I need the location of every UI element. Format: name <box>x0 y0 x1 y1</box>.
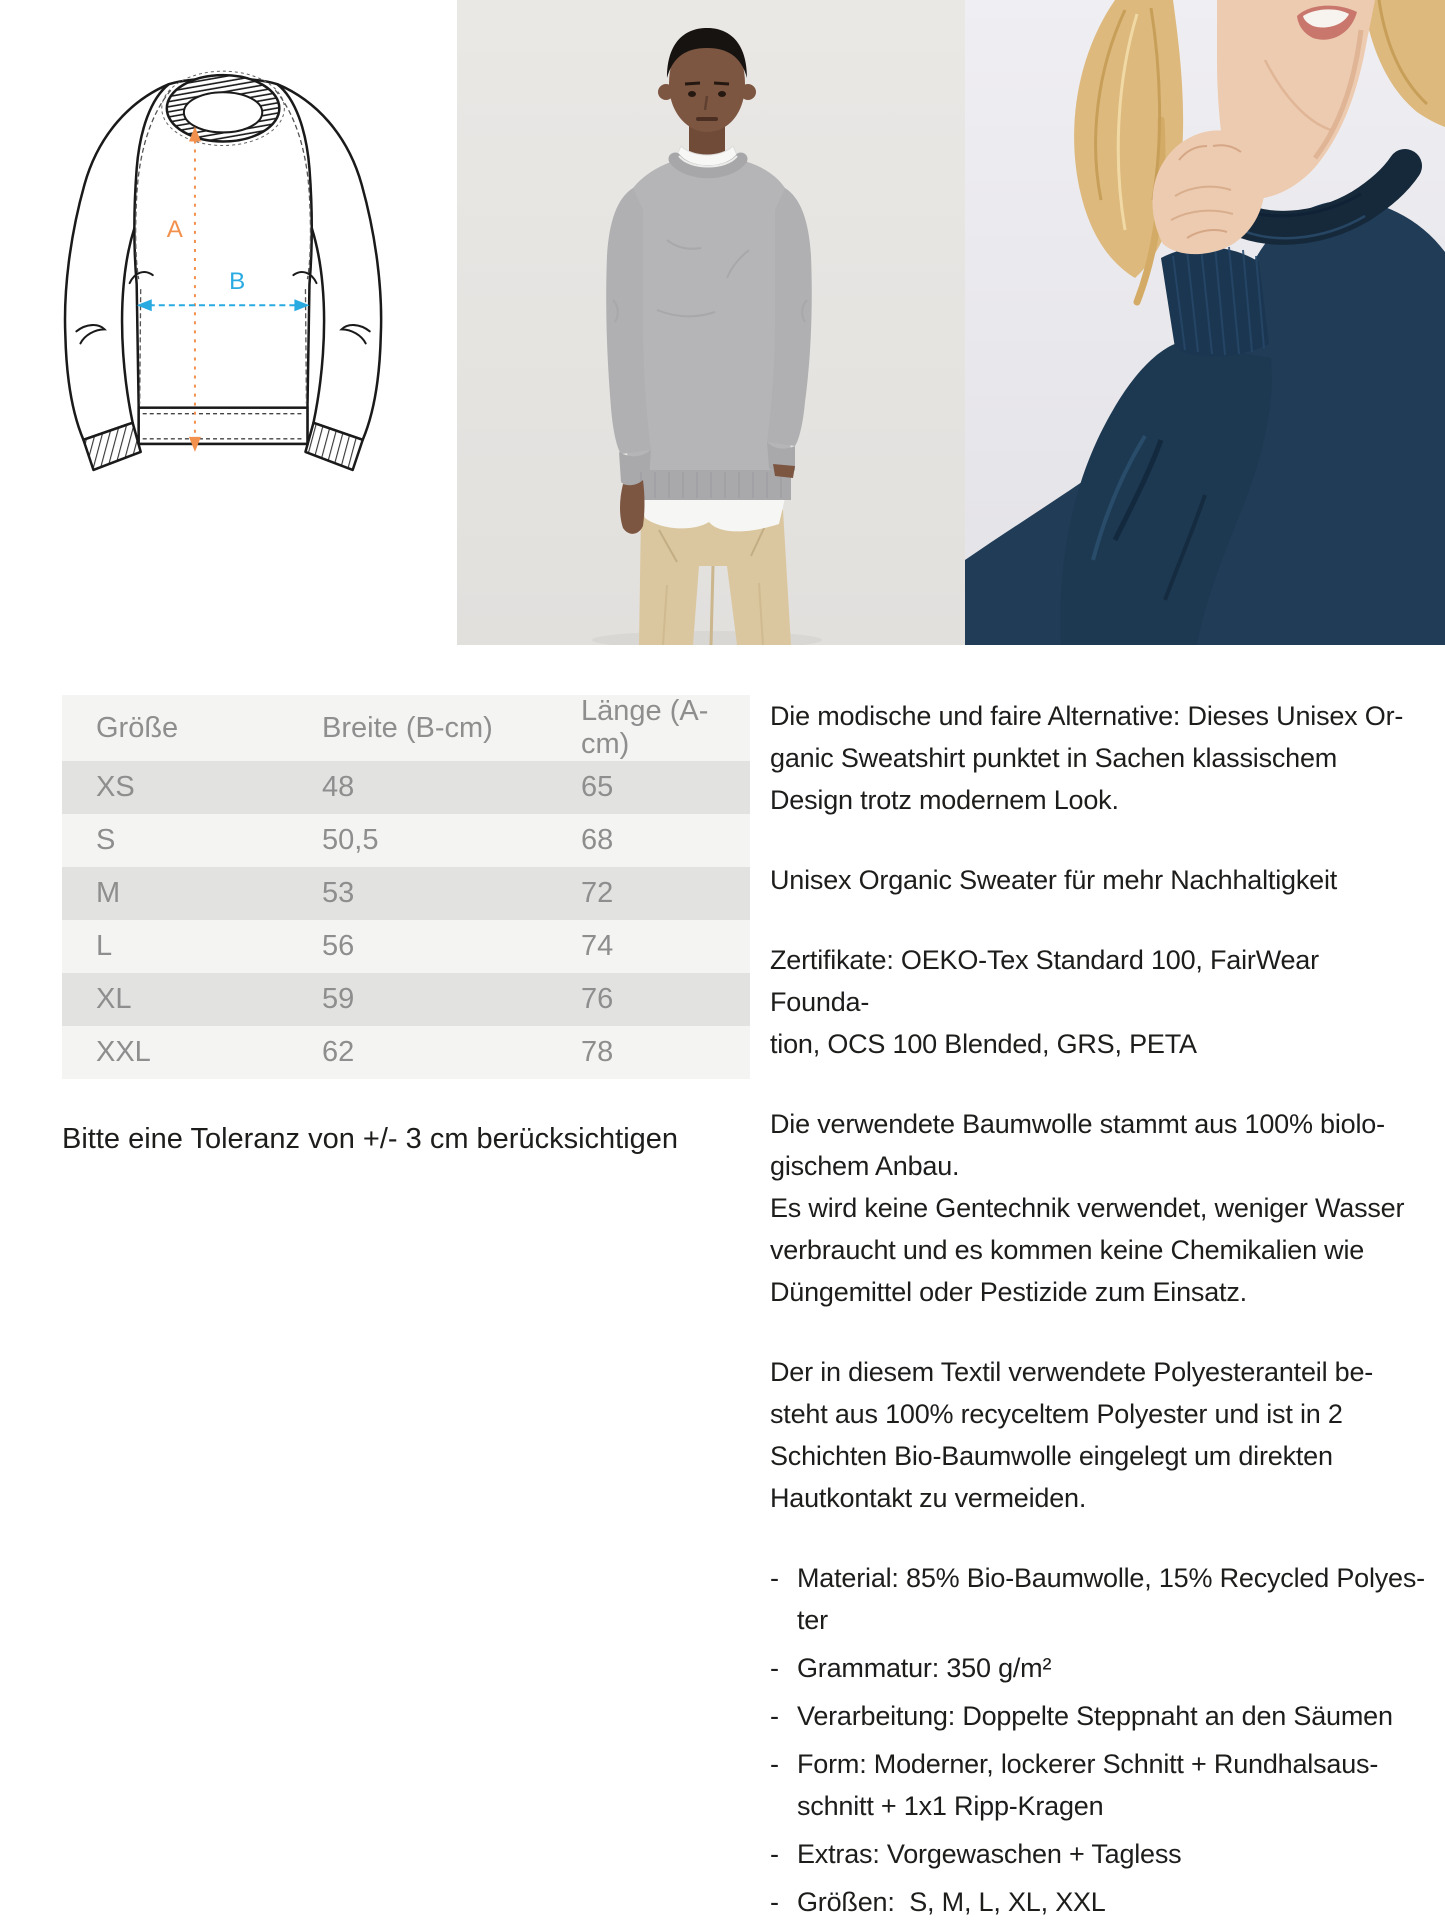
bullet-text <box>797 1833 1425 1875</box>
bullet-marker: - <box>770 1563 779 1593</box>
bullet-marker: - <box>770 1887 779 1917</box>
size-diagram-panel <box>0 0 457 645</box>
measure-label-b: B <box>229 268 246 296</box>
description-paragraph <box>770 695 1425 821</box>
description-line: ter <box>797 1605 828 1635</box>
table-cell: 53 <box>322 867 581 920</box>
description-paragraph <box>770 1351 1425 1519</box>
description-line: Die modische und faire Alternative: Dieses Unisex Or- <box>770 701 1404 731</box>
bullet-text <box>797 1647 1425 1689</box>
table-cell: 50,5 <box>322 814 581 867</box>
sweatshirt-torso <box>627 160 791 470</box>
table-cell: XXL <box>62 1026 322 1079</box>
description-line: Unisex Organic Sweater für mehr Nachhaltigkeit <box>770 865 1338 895</box>
left-hand <box>620 480 645 534</box>
description-line: Grammatur: 350 g/m² <box>797 1653 1052 1683</box>
description-line: Hautkontakt zu vermeiden. <box>770 1483 1087 1513</box>
bullet-item <box>770 1833 1425 1875</box>
description-paragraph <box>770 1103 1425 1313</box>
table-cell: 68 <box>581 814 750 867</box>
description-line: steht aus 100% recyceltem Polyester und ist in 2 <box>770 1399 1343 1429</box>
table-cell: 62 <box>322 1026 581 1079</box>
table-row <box>62 814 750 867</box>
size-table <box>62 695 750 1079</box>
bullet-item <box>770 1647 1425 1689</box>
bullet-item <box>770 1695 1425 1737</box>
product-photo-female-model <box>965 0 1445 645</box>
description-paragraph <box>770 939 1425 1065</box>
bullet-text <box>797 1881 1425 1923</box>
bullet-text <box>797 1695 1425 1737</box>
table-cell: 74 <box>581 920 750 973</box>
column-header: Breite (B-cm) <box>322 695 581 761</box>
tolerance-note: Bitte eine Toleranz von +/- 3 cm berücksichtigen <box>62 1123 679 1155</box>
description-line: tion, OCS 100 Blended, GRS, PETA <box>770 1029 1197 1059</box>
table-cell: XL <box>62 973 322 1026</box>
sweatshirt-hem-band <box>627 470 791 500</box>
description-line: verbraucht und es kommen keine Chemikalien wie <box>770 1235 1365 1265</box>
table-cell: 78 <box>581 1026 750 1079</box>
description-bullet-list <box>770 1557 1425 1923</box>
table-cell: 72 <box>581 867 750 920</box>
description-line: Extras: Vorgewaschen + Tagless <box>797 1839 1182 1869</box>
description-paragraph <box>770 859 1425 901</box>
description-line: Es wird keine Gentechnik verwendet, weniger Wasser <box>770 1193 1405 1223</box>
measure-label-a: A <box>166 215 183 243</box>
table-cell: 59 <box>322 973 581 1026</box>
size-table-head <box>62 695 750 761</box>
bullet-text <box>797 1743 1425 1827</box>
table-row <box>62 920 750 973</box>
description-line: Größen: S, M, L, XL, XXL <box>797 1887 1106 1917</box>
male-model-illustration <box>457 0 965 645</box>
size-table-body <box>62 761 750 1079</box>
table-header-row <box>62 695 750 761</box>
table-cell: 76 <box>581 973 750 1026</box>
column-header: Größe <box>62 695 322 761</box>
description-line: Schichten Bio-Baumwolle eingelegt um direkten <box>770 1441 1333 1471</box>
description-line: gischem Anbau. <box>770 1151 960 1181</box>
bullet-item <box>770 1743 1425 1827</box>
bullet-marker: - <box>770 1701 779 1731</box>
table-row <box>62 761 750 814</box>
description-line: schnitt + 1x1 Ripp-Kragen <box>797 1791 1104 1821</box>
description-line: Material: 85% Bio-Baumwolle, 15% Recycled Polyes- <box>797 1563 1425 1593</box>
bullet-marker: - <box>770 1653 779 1683</box>
product-info-row <box>0 695 1445 1929</box>
table-row <box>62 1026 750 1079</box>
table-cell: L <box>62 920 322 973</box>
bullet-item <box>770 1881 1425 1923</box>
right-wrist <box>773 464 795 478</box>
sleeve-cuff <box>1161 246 1269 357</box>
column-header: Länge (A-cm) <box>581 695 750 761</box>
product-media-row <box>0 0 1445 645</box>
female-model-illustration <box>965 0 1445 645</box>
description-line: Düngemittel oder Pestizide zum Einsatz. <box>770 1277 1247 1307</box>
table-cell: M <box>62 867 322 920</box>
description-line: Verarbeitung: Doppelte Steppnaht an den Säumen <box>797 1701 1393 1731</box>
bullet-text <box>797 1557 1425 1641</box>
table-cell: 65 <box>581 761 750 814</box>
product-description <box>770 695 1425 1929</box>
description-line: ganic Sweatshirt punktet in Sachen klassischem <box>770 743 1338 773</box>
description-line: Design trotz modernem Look. <box>770 785 1119 815</box>
table-cell: 48 <box>322 761 581 814</box>
table-cell: 56 <box>322 920 581 973</box>
size-info-column <box>62 695 750 1929</box>
table-cell: XS <box>62 761 322 814</box>
sweatshirt-measurement-diagram <box>28 38 388 475</box>
description-line: Zertifikate: OEKO-Tex Standard 100, FairWear Founda- <box>770 945 1327 1017</box>
description-line: Der in diesem Textil verwendete Polyesteranteil be- <box>770 1357 1374 1387</box>
product-photo-male-model <box>457 0 965 645</box>
description-line: Form: Moderner, lockerer Schnitt + Rundhalsaus- <box>797 1749 1379 1779</box>
bullet-marker: - <box>770 1839 779 1869</box>
sweatshirt-hem <box>139 408 308 444</box>
table-row <box>62 867 750 920</box>
table-row <box>62 973 750 1026</box>
table-cell: S <box>62 814 322 867</box>
bullet-marker: - <box>770 1749 779 1779</box>
description-line: Die verwendete Baumwolle stammt aus 100% biolo- <box>770 1109 1385 1139</box>
bullet-item <box>770 1557 1425 1641</box>
